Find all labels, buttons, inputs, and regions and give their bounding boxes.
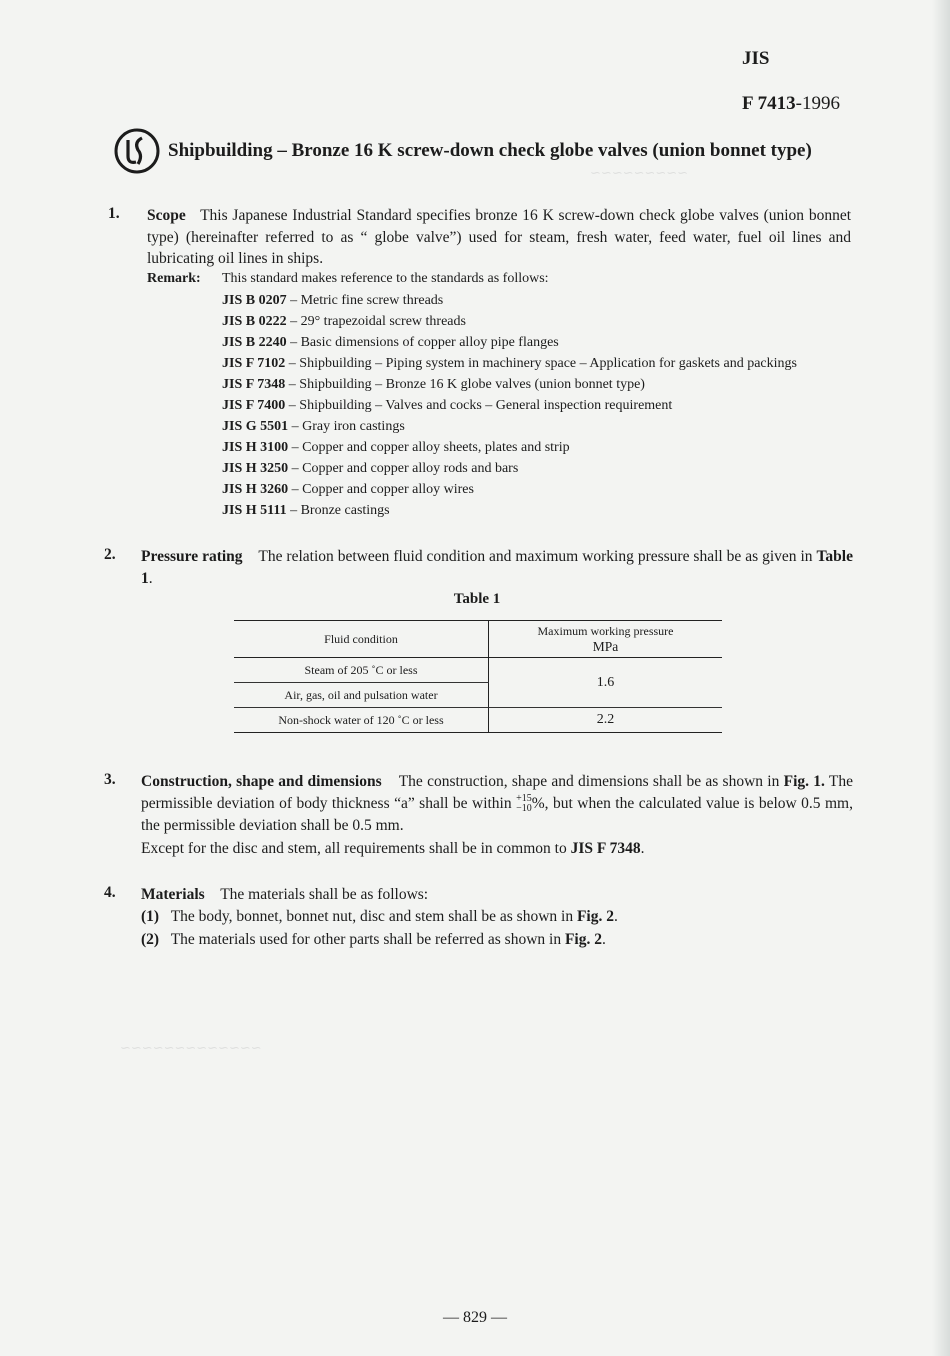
section-4-materials: Materials The materials shall be as follows: (141, 886, 429, 903)
reference-item: JIS F 7348 – Shipbuilding – Bronze 16 K globe valves (union bonnet type) (222, 377, 645, 392)
reference-code: JIS H 5111 (222, 503, 287, 518)
section-3-construction: Construction, shape and dimensions The construction, shape and dimensions shall be as shown in Fig. 1. The permissible deviation of body thickness “a” shall be within +15 −10 %, but when the calculated value is below 0.5 mm, the permissible deviation shall be 0.5 mm. (141, 773, 853, 834)
reference-code: JIS B 0207 (222, 293, 287, 308)
reference-item: JIS G 5501 – Gray iron castings (222, 419, 405, 434)
reference-code: JIS B 2240 (222, 335, 287, 350)
section-3-heading: Construction, shape and dimensions (141, 773, 382, 790)
reference-description: Copper and copper alloy sheets, plates and strip (302, 440, 570, 455)
reference-description: Basic dimensions of copper alloy pipe flanges (300, 335, 559, 350)
reference-item: JIS H 3100 – Copper and copper alloy sheets, plates and strip (222, 440, 570, 455)
section-1-scope (147, 205, 851, 270)
section-2-text: The relation between fluid condition and maximum working pressure shall be as given in (258, 548, 817, 565)
reference-code: JIS F 7348 (222, 377, 286, 392)
reference-description: Copper and copper alloy wires (302, 482, 474, 497)
reference-description: 29° trapezoidal screw threads (300, 314, 466, 329)
doc-code: F 7413 (742, 93, 796, 114)
reference-item: JIS F 7400 – Shipbuilding – Valves and cocks – General inspection requirement (222, 398, 673, 413)
bleed-through-text: ∼∼∼∼∼∼∼∼∼∼∼∼∼ (120, 1040, 262, 1055)
section-2-pressure-rating: Pressure rating The relation between fluid condition and maximum working pressure shall be as given in Table 1. (141, 548, 853, 587)
tolerance: +15 −10 (516, 793, 532, 815)
header-fluid-condition: Fluid condition (234, 621, 489, 658)
reference-item: JIS H 3260 – Copper and copper alloy wires (222, 482, 474, 497)
reference-description: Copper and copper alloy rods and bars (302, 461, 519, 476)
reference-item: JIS B 0207 – Metric fine screw threads (222, 293, 444, 308)
pressure-table (234, 620, 722, 733)
reference-code: JIS H 3250 (222, 461, 289, 476)
section-1-number: 1. (108, 205, 120, 222)
jis-label: JIS (742, 48, 770, 69)
reference-code: JIS F 7400 (222, 398, 286, 413)
reference-description: Metric fine screw threads (300, 293, 444, 308)
table-cell-pressure: 2.2 (489, 708, 723, 733)
fig-1-ref: Fig. 1. (783, 773, 825, 790)
table-cell-pressure: 1.6 (489, 658, 723, 708)
jis-f-7348-ref: JIS F 7348 (570, 840, 641, 857)
bleed-through-text: ∼∼∼∼∼∼∼∼∼ (590, 165, 689, 180)
fig-2-ref: Fig. 2 (564, 931, 602, 948)
section-3-number: 3. (104, 771, 116, 788)
section-3-common: Except for the disc and stem, all requirements shall be in common to JIS F 7348. (141, 840, 645, 857)
table-1-ref: Table 1 (141, 548, 853, 587)
reference-item: JIS B 2240 – Basic dimensions of copper alloy pipe flanges (222, 335, 559, 350)
reference-description: Shipbuilding – Piping system in machinery space – Application for gaskets and packings (299, 356, 797, 371)
reference-code: JIS H 3100 (222, 440, 289, 455)
table-cell-fluid: Non-shock water of 120 ˚C or less (234, 708, 489, 733)
list-item: (2) The materials used for other parts shall be referred as shown in Fig. 2. (141, 931, 606, 948)
page-number: — 829 — (443, 1309, 507, 1326)
table-1-caption: Table 1 (453, 591, 501, 607)
header-max-pressure: Maximum working pressure MPa (489, 621, 723, 658)
remark-label: Remark: (147, 271, 201, 286)
reference-item: JIS B 0222 – 29° trapezoidal screw threads (222, 314, 466, 329)
reference-code: JIS B 0222 (222, 314, 287, 329)
page-edge-shadow (932, 0, 950, 1356)
table-header-row (234, 621, 722, 658)
reference-description: Bronze castings (300, 503, 390, 518)
table-row (234, 708, 722, 733)
document-number (742, 93, 840, 115)
section-1-text: This Japanese Industrial Standard specifies bronze 16 K screw-down check globe valves (union bonnet type) (hereinafter referred to as “ globe valve”) used for steam, fresh water, feed water, fuel oil lines and lubricating oil lines in ships. (147, 207, 852, 267)
section-2-heading: Pressure rating (141, 548, 243, 565)
fig-2-ref: Fig. 2 (576, 908, 614, 925)
section-4-heading: Materials (141, 886, 205, 903)
title-row (112, 126, 812, 176)
reference-item: JIS F 7102 – Shipbuilding – Piping system in machinery space – Application for gaskets and packings (222, 356, 797, 371)
reference-item: JIS H 3250 – Copper and copper alloy rods and bars (222, 461, 519, 476)
remark-text: This standard makes reference to the standards as follows: (222, 271, 549, 286)
table-cell-fluid: Steam of 205 ˚C or less (234, 658, 489, 683)
reference-item: JIS H 5111 – Bronze castings (222, 503, 390, 518)
reference-code: JIS H 3260 (222, 482, 289, 497)
section-4-number: 4. (104, 884, 116, 901)
reference-description: Shipbuilding – Bronze 16 K globe valves (union bonnet type) (299, 377, 645, 392)
table-row (234, 658, 722, 683)
reference-description: Shipbuilding – Valves and cocks – General inspection requirement (299, 398, 673, 413)
table-cell-fluid: Air, gas, oil and pulsation water (234, 683, 489, 708)
reference-code: JIS F 7102 (222, 356, 286, 371)
list-item: (1) The body, bonnet, bonnet nut, disc and stem shall be as shown in Fig. 2. (141, 908, 618, 925)
section-1-heading: Scope (147, 207, 186, 224)
document-title: Shipbuilding – Bronze 16 K screw-down check globe valves (union bonnet type) (168, 140, 812, 161)
doc-year: -1996 (795, 93, 840, 114)
reference-description: Gray iron castings (302, 419, 405, 434)
jis-mark-icon (112, 126, 162, 176)
reference-code: JIS G 5501 (222, 419, 289, 434)
section-2-number: 2. (104, 546, 116, 563)
reference-list (222, 290, 797, 521)
